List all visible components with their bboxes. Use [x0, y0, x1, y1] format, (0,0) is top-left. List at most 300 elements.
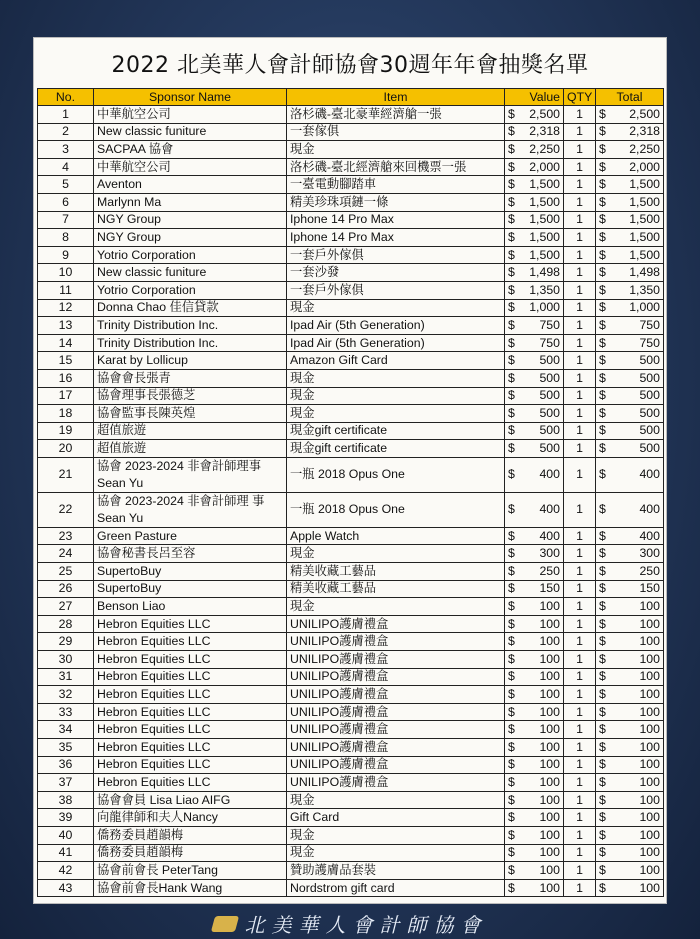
- row-number: 10: [38, 264, 94, 282]
- value-cell: [505, 633, 564, 651]
- row-number: 25: [38, 563, 94, 581]
- item-name: 現金: [287, 405, 505, 423]
- total-amount: 400: [639, 502, 660, 517]
- sponsor-name: Karat by Lollicup: [94, 352, 287, 370]
- dollar-sign: $: [508, 353, 515, 368]
- value-amount: 100: [539, 845, 560, 860]
- sponsor-name: 協會會員 Lisa Liao AIFG: [94, 791, 287, 809]
- sponsor-name: Marlynn Ma: [94, 193, 287, 211]
- total-cell: [596, 774, 664, 792]
- total-cell: [596, 826, 664, 844]
- table-row: [38, 809, 664, 827]
- dollar-sign: $: [508, 124, 515, 139]
- value-cell: [505, 264, 564, 282]
- value-amount: 1,350: [529, 282, 560, 297]
- item-name: 現金: [287, 369, 505, 387]
- sponsor-name: 向龍律師和夫人Nancy: [94, 809, 287, 827]
- total-cell: [596, 756, 664, 774]
- value-cell: [505, 791, 564, 809]
- dollar-sign: $: [508, 563, 515, 578]
- item-name: 一套傢俱: [287, 123, 505, 141]
- value-amount: 500: [539, 405, 560, 420]
- item-name: 一瓶 2018 Opus One: [287, 457, 505, 492]
- item-name: 精美收藏工藝品: [287, 563, 505, 581]
- value-amount: 100: [539, 687, 560, 702]
- total-cell: [596, 457, 664, 492]
- sponsor-name: 協會前會長Hank Wang: [94, 879, 287, 897]
- value-cell: [505, 405, 564, 423]
- total-cell: [596, 545, 664, 563]
- table-row: [38, 141, 664, 159]
- dollar-sign: $: [599, 616, 606, 631]
- dollar-sign: $: [508, 265, 515, 280]
- dollar-sign: $: [599, 810, 606, 825]
- table-row: [38, 721, 664, 739]
- row-number: 35: [38, 739, 94, 757]
- item-name: 一套戶外傢俱: [287, 281, 505, 299]
- total-cell: [596, 615, 664, 633]
- dollar-sign: $: [599, 388, 606, 403]
- quantity: 1: [564, 668, 596, 686]
- dollar-sign: $: [508, 335, 515, 350]
- table-row: [38, 527, 664, 545]
- item-name: UNILIPO護膚禮盒: [287, 615, 505, 633]
- table-row: [38, 615, 664, 633]
- dollar-sign: $: [599, 687, 606, 702]
- dollar-sign: $: [599, 845, 606, 860]
- row-number: 39: [38, 809, 94, 827]
- table-row: [38, 369, 664, 387]
- sponsor-name: Yotrio Corporation: [94, 281, 287, 299]
- dollar-sign: $: [599, 827, 606, 842]
- dollar-sign: $: [599, 212, 606, 227]
- value-amount: 100: [539, 792, 560, 807]
- dollar-sign: $: [508, 774, 515, 789]
- value-amount: 100: [539, 880, 560, 895]
- dollar-sign: $: [599, 862, 606, 877]
- total-amount: 100: [639, 616, 660, 631]
- total-amount: 100: [639, 792, 660, 807]
- value-cell: [505, 492, 564, 527]
- table-row: [38, 563, 664, 581]
- value-amount: 2,000: [529, 159, 560, 174]
- row-number: 27: [38, 598, 94, 616]
- dollar-sign: $: [599, 405, 606, 420]
- sponsor-name: 中華航空公司: [94, 106, 287, 124]
- table-row: [38, 492, 664, 527]
- table-row: [38, 457, 664, 492]
- table-row: [38, 440, 664, 458]
- dollar-sign: $: [508, 388, 515, 403]
- quantity: 1: [564, 422, 596, 440]
- total-amount: 100: [639, 704, 660, 719]
- quantity: 1: [564, 281, 596, 299]
- value-cell: [505, 158, 564, 176]
- value-cell: [505, 422, 564, 440]
- value-cell: [505, 299, 564, 317]
- association-logo-icon: [210, 916, 238, 932]
- item-name: UNILIPO護膚禮盒: [287, 756, 505, 774]
- value-cell: [505, 352, 564, 370]
- value-cell: [505, 387, 564, 405]
- dollar-sign: $: [599, 265, 606, 280]
- quantity: 1: [564, 264, 596, 282]
- total-cell: [596, 862, 664, 880]
- total-cell: [596, 369, 664, 387]
- total-cell: [596, 527, 664, 545]
- total-cell: [596, 739, 664, 757]
- item-name: Iphone 14 Pro Max: [287, 211, 505, 229]
- dollar-sign: $: [599, 194, 606, 209]
- dollar-sign: $: [599, 528, 606, 543]
- sponsor-name: 超值旅遊: [94, 422, 287, 440]
- total-amount: 1,500: [629, 229, 660, 244]
- total-amount: 750: [639, 317, 660, 332]
- dollar-sign: $: [599, 300, 606, 315]
- quantity: 1: [564, 651, 596, 669]
- dollar-sign: $: [599, 599, 606, 614]
- dollar-sign: $: [599, 634, 606, 649]
- quantity: 1: [564, 492, 596, 527]
- value-cell: [505, 141, 564, 159]
- dollar-sign: $: [508, 405, 515, 420]
- value-amount: 500: [539, 353, 560, 368]
- item-name: Amazon Gift Card: [287, 352, 505, 370]
- dollar-sign: $: [599, 441, 606, 456]
- table-row: [38, 633, 664, 651]
- row-number: 29: [38, 633, 94, 651]
- dollar-sign: $: [508, 247, 515, 262]
- total-amount: 500: [639, 370, 660, 385]
- sponsor-name: Hebron Equities LLC: [94, 774, 287, 792]
- value-amount: 1,500: [529, 247, 560, 262]
- value-cell: [505, 844, 564, 862]
- table-row: [38, 229, 664, 247]
- value-amount: 150: [539, 581, 560, 596]
- sponsor-name: SupertoBuy: [94, 563, 287, 581]
- value-cell: [505, 774, 564, 792]
- total-cell: [596, 123, 664, 141]
- value-cell: [505, 826, 564, 844]
- sponsor-name: Hebron Equities LLC: [94, 633, 287, 651]
- table-row: [38, 668, 664, 686]
- row-number: 23: [38, 527, 94, 545]
- total-cell: [596, 352, 664, 370]
- row-number: 28: [38, 615, 94, 633]
- value-cell: [505, 334, 564, 352]
- value-cell: [505, 317, 564, 335]
- dollar-sign: $: [599, 757, 606, 772]
- row-number: 14: [38, 334, 94, 352]
- value-amount: 2,250: [529, 141, 560, 156]
- item-name: 現金: [287, 299, 505, 317]
- page-title: 2022 北美華人會計師協會30週年年會抽獎名單: [111, 52, 589, 78]
- sponsor-name: 僑務委員趙韻梅: [94, 844, 287, 862]
- dollar-sign: $: [508, 441, 515, 456]
- row-number: 7: [38, 211, 94, 229]
- quantity: 1: [564, 527, 596, 545]
- dollar-sign: $: [508, 546, 515, 561]
- value-cell: [505, 457, 564, 492]
- item-name: 一瓶 2018 Opus One: [287, 492, 505, 527]
- header-row: [38, 89, 664, 106]
- total-cell: [596, 686, 664, 704]
- item-name: 一套沙發: [287, 264, 505, 282]
- dollar-sign: $: [599, 722, 606, 737]
- sponsor-name: 協會會長張青: [94, 369, 287, 387]
- dollar-sign: $: [508, 212, 515, 227]
- item-name: 現金: [287, 545, 505, 563]
- sponsor-name: Trinity Distribution Inc.: [94, 317, 287, 335]
- sponsor-name: 超值旅遊: [94, 440, 287, 458]
- value-amount: 1,000: [529, 300, 560, 315]
- quantity: 1: [564, 211, 596, 229]
- value-cell: [505, 440, 564, 458]
- row-number: 24: [38, 545, 94, 563]
- table-row: [38, 756, 664, 774]
- row-number: 19: [38, 422, 94, 440]
- table-row: [38, 246, 664, 264]
- sponsor-name: Hebron Equities LLC: [94, 703, 287, 721]
- total-amount: 100: [639, 669, 660, 684]
- value-cell: [505, 246, 564, 264]
- row-number: 37: [38, 774, 94, 792]
- total-cell: [596, 158, 664, 176]
- item-name: 精美珍珠項鏈一條: [287, 193, 505, 211]
- row-number: 16: [38, 369, 94, 387]
- item-name: UNILIPO護膚禮盒: [287, 774, 505, 792]
- dollar-sign: $: [599, 880, 606, 895]
- quantity: 1: [564, 193, 596, 211]
- value-cell: [505, 527, 564, 545]
- sponsor-name: SupertoBuy: [94, 580, 287, 598]
- dollar-sign: $: [508, 739, 515, 754]
- value-amount: 750: [539, 317, 560, 332]
- column-header-item: Item: [287, 89, 505, 106]
- sponsor-name: Hebron Equities LLC: [94, 615, 287, 633]
- dollar-sign: $: [508, 528, 515, 543]
- total-amount: 300: [639, 546, 660, 561]
- total-amount: 1,500: [629, 194, 660, 209]
- total-amount: 2,318: [629, 124, 660, 139]
- dollar-sign: $: [599, 317, 606, 332]
- value-cell: [505, 123, 564, 141]
- row-number: 33: [38, 703, 94, 721]
- dollar-sign: $: [599, 546, 606, 561]
- quantity: 1: [564, 352, 596, 370]
- quantity: 1: [564, 106, 596, 124]
- value-amount: 1,500: [529, 194, 560, 209]
- quantity: 1: [564, 563, 596, 581]
- item-name: 一套戶外傢俱: [287, 246, 505, 264]
- value-amount: 400: [539, 467, 560, 482]
- table-row: [38, 580, 664, 598]
- dollar-sign: $: [508, 467, 515, 482]
- quantity: 1: [564, 721, 596, 739]
- value-amount: 250: [539, 563, 560, 578]
- total-amount: 100: [639, 687, 660, 702]
- item-name: 洛杉磯-臺北經濟艙來回機票一張: [287, 158, 505, 176]
- item-name: Ipad Air (5th Generation): [287, 317, 505, 335]
- value-cell: [505, 580, 564, 598]
- value-cell: [505, 862, 564, 880]
- item-name: UNILIPO護膚禮盒: [287, 633, 505, 651]
- total-amount: 500: [639, 388, 660, 403]
- column-header-sponsor: Sponsor Name: [94, 89, 287, 106]
- quantity: 1: [564, 826, 596, 844]
- total-amount: 1,500: [629, 177, 660, 192]
- table-row: [38, 352, 664, 370]
- dollar-sign: $: [599, 177, 606, 192]
- item-name: 現金gift certificate: [287, 440, 505, 458]
- value-amount: 100: [539, 862, 560, 877]
- value-amount: 100: [539, 669, 560, 684]
- table-row: [38, 387, 664, 405]
- value-amount: 750: [539, 335, 560, 350]
- total-cell: [596, 879, 664, 897]
- dollar-sign: $: [508, 845, 515, 860]
- quantity: 1: [564, 141, 596, 159]
- table-row: [38, 791, 664, 809]
- dollar-sign: $: [508, 862, 515, 877]
- value-cell: [505, 651, 564, 669]
- value-cell: [505, 563, 564, 581]
- total-amount: 100: [639, 722, 660, 737]
- dollar-sign: $: [599, 282, 606, 297]
- value-cell: [505, 545, 564, 563]
- total-amount: 500: [639, 441, 660, 456]
- table-row: [38, 703, 664, 721]
- table-row: [38, 598, 664, 616]
- quantity: 1: [564, 545, 596, 563]
- dollar-sign: $: [508, 106, 515, 121]
- total-cell: [596, 580, 664, 598]
- dollar-sign: $: [599, 353, 606, 368]
- total-amount: 100: [639, 774, 660, 789]
- sponsor-name: Green Pasture: [94, 527, 287, 545]
- value-cell: [505, 598, 564, 616]
- total-amount: 2,500: [629, 106, 660, 121]
- total-amount: 500: [639, 405, 660, 420]
- value-cell: [505, 615, 564, 633]
- value-amount: 100: [539, 634, 560, 649]
- table-row: [38, 844, 664, 862]
- row-number: 5: [38, 176, 94, 194]
- dollar-sign: $: [508, 634, 515, 649]
- sponsor-name: 中華航空公司: [94, 158, 287, 176]
- item-name: UNILIPO護膚禮盒: [287, 703, 505, 721]
- total-cell: [596, 492, 664, 527]
- dollar-sign: $: [599, 370, 606, 385]
- row-number: 22: [38, 492, 94, 527]
- total-amount: 1,000: [629, 300, 660, 315]
- dollar-sign: $: [508, 194, 515, 209]
- quantity: 1: [564, 229, 596, 247]
- dollar-sign: $: [508, 669, 515, 684]
- quantity: 1: [564, 317, 596, 335]
- dollar-sign: $: [508, 616, 515, 631]
- value-cell: [505, 879, 564, 897]
- footer-text: 北美華人會計師協會: [244, 913, 488, 937]
- dollar-sign: $: [599, 124, 606, 139]
- dollar-sign: $: [508, 880, 515, 895]
- item-name: 現金: [287, 387, 505, 405]
- item-name: 精美收藏工藝品: [287, 580, 505, 598]
- sponsor-name: Hebron Equities LLC: [94, 668, 287, 686]
- table-row: [38, 334, 664, 352]
- dollar-sign: $: [599, 581, 606, 596]
- table-row: [38, 176, 664, 194]
- dollar-sign: $: [599, 229, 606, 244]
- total-amount: 2,000: [629, 159, 660, 174]
- row-number: 12: [38, 299, 94, 317]
- dollar-sign: $: [508, 704, 515, 719]
- value-cell: [505, 686, 564, 704]
- sponsor-name: Trinity Distribution Inc.: [94, 334, 287, 352]
- table-row: [38, 211, 664, 229]
- dollar-sign: $: [508, 581, 515, 596]
- table-row: [38, 405, 664, 423]
- total-cell: [596, 317, 664, 335]
- column-header-value: Value: [505, 89, 564, 106]
- dollar-sign: $: [508, 687, 515, 702]
- total-cell: [596, 106, 664, 124]
- value-cell: [505, 106, 564, 124]
- total-amount: 150: [639, 581, 660, 596]
- row-number: 21: [38, 457, 94, 492]
- row-number: 11: [38, 281, 94, 299]
- row-number: 3: [38, 141, 94, 159]
- item-name: UNILIPO護膚禮盒: [287, 651, 505, 669]
- total-cell: [596, 193, 664, 211]
- value-cell: [505, 193, 564, 211]
- sponsor-name: New classic funiture: [94, 123, 287, 141]
- dollar-sign: $: [508, 423, 515, 438]
- value-amount: 100: [539, 651, 560, 666]
- value-amount: 1,500: [529, 229, 560, 244]
- item-name: 一臺電動腳踏車: [287, 176, 505, 194]
- quantity: 1: [564, 791, 596, 809]
- item-name: UNILIPO護膚禮盒: [287, 721, 505, 739]
- item-name: 現金gift certificate: [287, 422, 505, 440]
- sponsor-name: Hebron Equities LLC: [94, 739, 287, 757]
- dollar-sign: $: [599, 704, 606, 719]
- total-cell: [596, 844, 664, 862]
- quantity: 1: [564, 580, 596, 598]
- row-number: 4: [38, 158, 94, 176]
- dollar-sign: $: [599, 335, 606, 350]
- dollar-sign: $: [508, 502, 515, 517]
- total-amount: 1,500: [629, 212, 660, 227]
- dollar-sign: $: [508, 317, 515, 332]
- column-header-no: No.: [38, 89, 94, 106]
- row-number: 26: [38, 580, 94, 598]
- row-number: 9: [38, 246, 94, 264]
- table-row: [38, 264, 664, 282]
- value-amount: 100: [539, 739, 560, 754]
- total-amount: 100: [639, 739, 660, 754]
- total-cell: [596, 651, 664, 669]
- value-amount: 500: [539, 423, 560, 438]
- value-cell: [505, 809, 564, 827]
- dollar-sign: $: [599, 669, 606, 684]
- table-row: [38, 862, 664, 880]
- quantity: 1: [564, 809, 596, 827]
- column-header-total: Total: [596, 89, 664, 106]
- dollar-sign: $: [508, 722, 515, 737]
- table-row: [38, 193, 664, 211]
- table-row: [38, 317, 664, 335]
